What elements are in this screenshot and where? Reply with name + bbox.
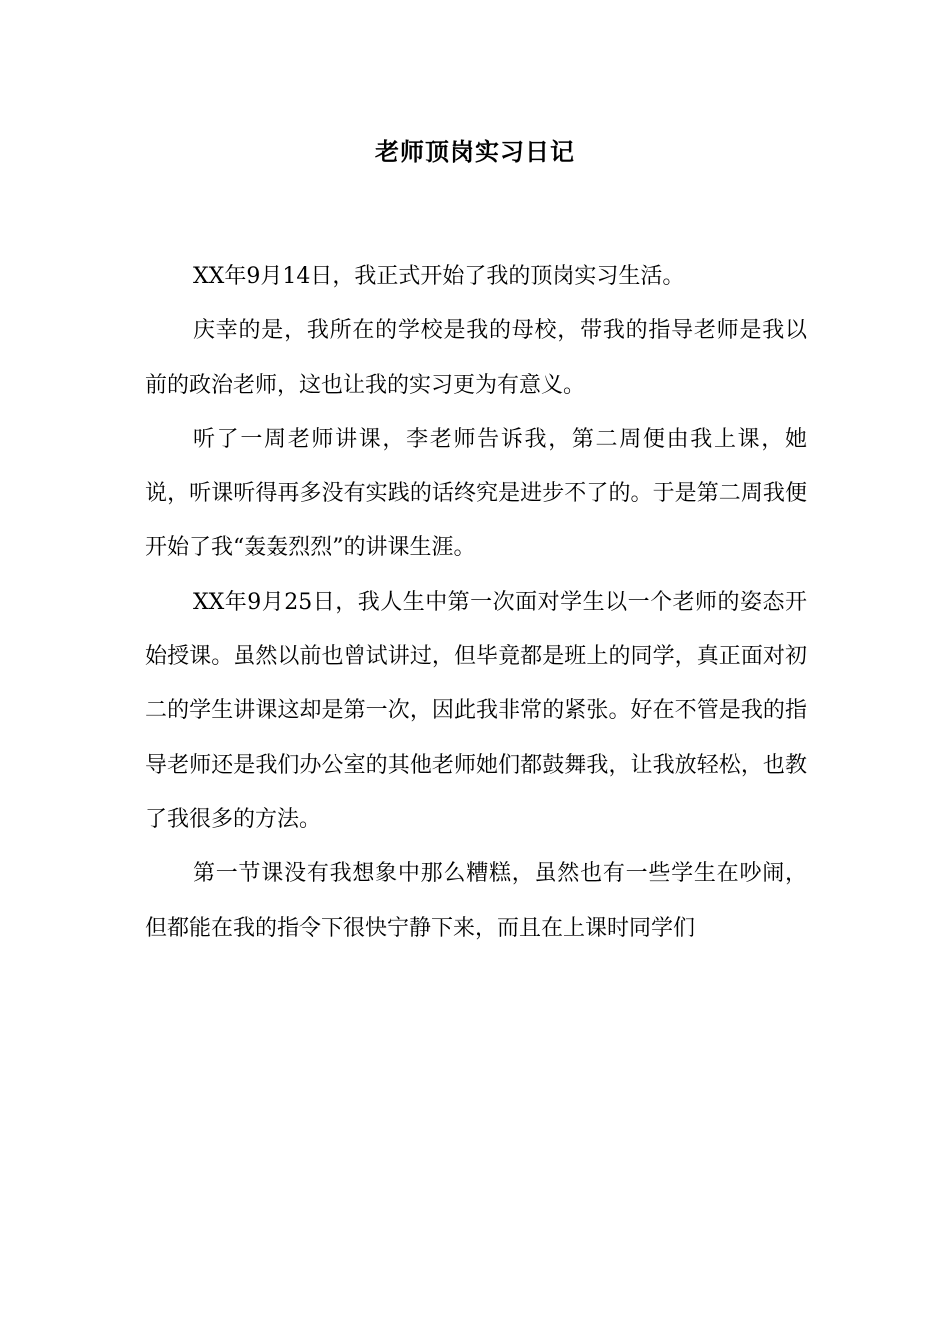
paragraph: XX年9月14日，我正式开始了我的顶岗实习生活。: [193, 264, 685, 289]
document-title: 老师顶岗实习日记: [375, 137, 575, 166]
paragraph: 庆幸的是，我所在的学校是我的母校，带我的指导老师是我以前的政治老师，这也让我的实习更为有意义。: [145, 318, 807, 398]
paragraph: 听了一周老师讲课，李老师告诉我，第二周便由我上课，她说，听课听得再多没有实践的话终究是进步不了的。于是第二周我便开始了我“轰轰烈烈”的讲课生涯。: [145, 426, 807, 561]
document-body: [145, 250, 807, 956]
paragraph: 第一节课没有我想象中那么糟糕，虽然也有一些学生在吵闹，但都能在我的指令下很快宁静下来，而且在上课时同学们: [145, 861, 807, 941]
paragraph: XX年9月25日，我人生中第一次面对学生以一个老师的姿态开始授课。虽然以前也曾试讲过，但毕竟都是班上的同学，真正面对初二的学生讲课这却是第一次，因此我非常的紧张。好在不管是我的指导老师还是我们办公室的其他老师她们都鼓舞我，让我放轻松，也教了我很多的方法。: [145, 589, 807, 832]
